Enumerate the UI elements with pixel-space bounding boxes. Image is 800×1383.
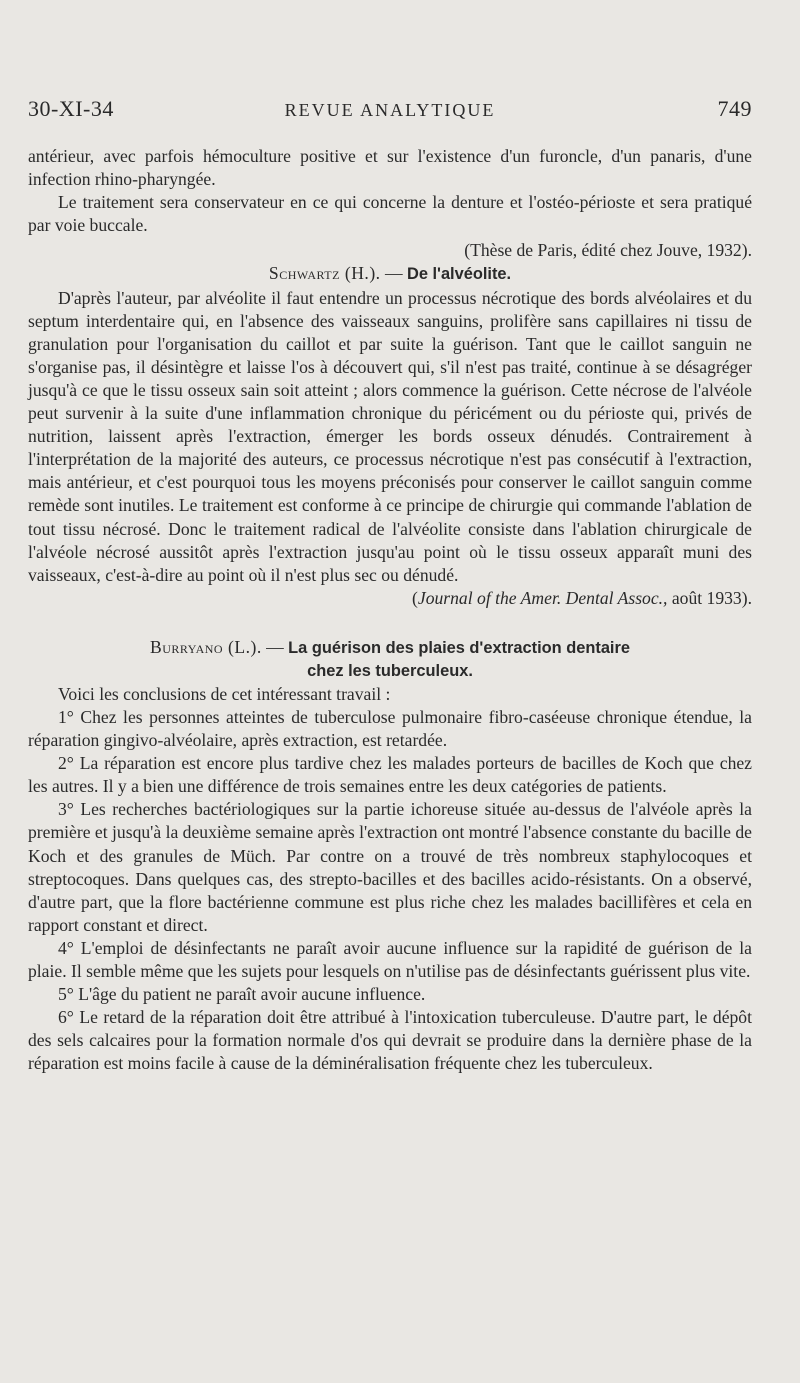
article-heading (28, 262, 752, 286)
article-author: Schwartz (H.). (268, 263, 381, 284)
running-header (28, 96, 752, 130)
article-title: De l'alvéolite. (406, 265, 512, 284)
list-item: 4° L'emploi de désinfectants ne paraît avoir aucune influence sur la rapidité de guérison de la plaie. Il semble même que les sujets pour lesquels on n'utilise pas de désinfectants guérissent plus vite. (28, 937, 752, 981)
citation-open: ( (412, 587, 418, 608)
issue-date: 30-XI-34 (28, 96, 114, 121)
citation-journal: Journal of the Amer. Dental Assoc., (417, 587, 668, 608)
paragraph: antérieur, avec parfois hémoculture positive et sur l'existence d'un furoncle, d'un panaris, d'une infection rhino-pharyngée. (28, 146, 752, 190)
list-item: 6° Le retard de la réparation doit être attribué à l'intoxication tuberculeuse. D'autre part, le dépôt des sels calcaires pour la formation normale d'os qui devrait se produire dans la dernière phase de la réparation est moins facile à cause de la déminéralisation fréquente chez les tuberculeux. (28, 1007, 752, 1074)
paragraph: Le traitement sera conservateur en ce qui concerne la denture et l'ostéo-périoste et sera pratiqué par voie buccale. (28, 192, 752, 236)
citation: (Thèse de Paris, édité chez Jouve, 1932). (464, 240, 752, 261)
article-intro: Voici les conclusions de cet intéressant travail : (58, 683, 391, 704)
heading-dash: — (380, 263, 407, 284)
article-heading (28, 636, 752, 682)
article-author: Burryano (L.). (150, 636, 262, 657)
citation (28, 587, 752, 610)
journal-title: REVUE ANALYTIQUE (284, 100, 496, 120)
list-item: 1° Chez les personnes atteintes de tuberculose pulmonaire fibro-caséeuse chronique étendue, la réparation gingivo-alvéolaire, après extraction, est retardée. (28, 706, 752, 751)
list-item: 5° L'âge du patient ne paraît avoir aucune influence. (58, 984, 426, 1005)
page-number: 749 (717, 96, 752, 121)
article-title-line2: chez les tuberculeux. (307, 661, 473, 680)
conclusions-list (28, 706, 752, 1076)
page-body (28, 145, 752, 1075)
article-title-line1: La guérison des plaies d'extraction dentaire (288, 638, 630, 657)
citation-date: août 1933). (667, 587, 752, 608)
article-body: D'après l'auteur, par alvéolite il faut entendre un processus nécrotique des bords alvéolaires et du septum interdentaire qui, en l'absence des vaisseaux sanguins, prolifère sans capillaires ni tissu de granulation pour l'organisation du caillot et par suite la guérison. Tant que le caillot sanguin ne s'organise pas, il désintègre et laisse l'os à découvert qui, s'il n'est pas traité, continue à se désagréger jusqu'à ce que le tissu osseux sain soit atteint ; alors commence la guérison. Cette nécrose de l'alvéole peut survenir à la suite d'une inflammation chronique du péricément ou du périoste qui, privés de nutrition, laissent après l'extraction, émerger les bords osseux dénudés. Contrairement à l'interprétation de la majorité des auteurs, ce processus nécrotique n'est pas consécutif à l'extraction, mais antérieur, et c'est pourquoi tous les moyens préconisés pour conserver le caillot sanguin comme remède sont inutiles. Le traitement est conforme à ce principe de chirurgie qui commande l'ablation de tout tissu nécrosé. Donc le traitement radical de l'alvéolite consiste dans l'ablation chirurgicale de l'alvéole nécrosé aussitôt après l'extraction jusqu'au point où le tissu osseux apparaît muni des vaisseaux, c'est-à-dire au point où il n'est plus sec ou dénudé. (28, 287, 752, 585)
list-item: 2° La réparation est encore plus tardive chez les malades porteurs de bacilles de Koch que chez les autres. Il y a bien une différence de trois semaines entre les deux catégories de patients. (28, 753, 752, 797)
heading-dash: — (261, 636, 289, 657)
list-item: 3° Les recherches bactériologiques sur la partie ichoreuse située au-dessus de l'alvéole après la première et jusqu'à la deuxième semaine après l'extraction ont montré l'absence constante du bacille de Koch et des granules de Müch. Par contre on a trouvé de très nombreux staphylocoques et streptocoques. Dans quelques cas, des strepto-bacilles et des bacilles acido-résistants. On a observé, d'autre part, que la flore bactérienne commune est plus riche chez les malades bacillifères et cela en rapport constant et direct. (28, 799, 752, 935)
